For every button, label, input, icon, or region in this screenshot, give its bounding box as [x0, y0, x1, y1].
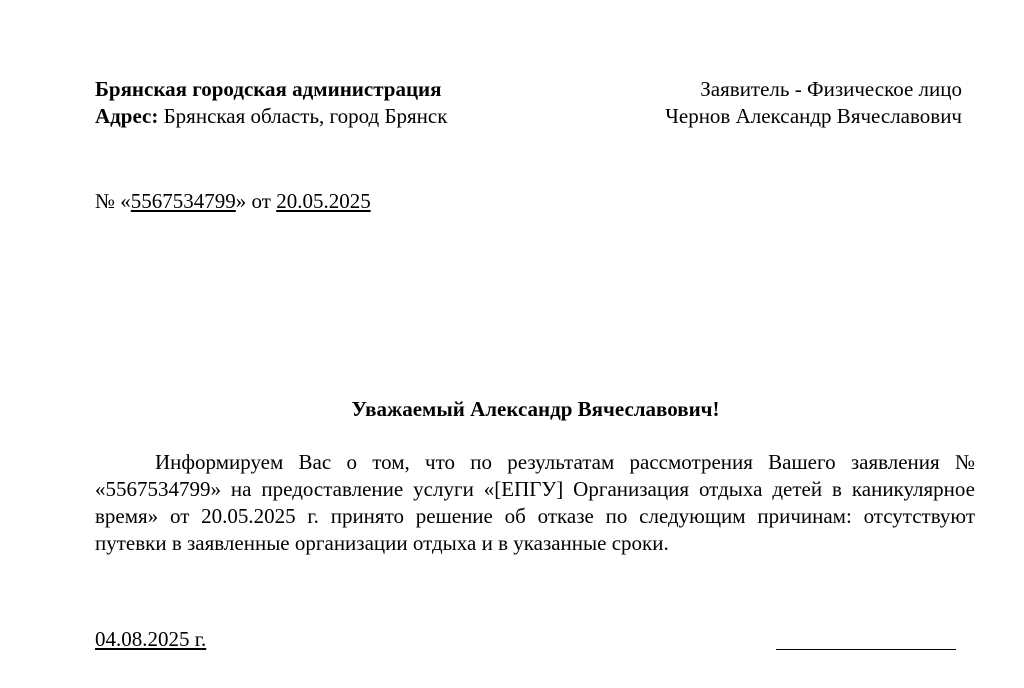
- registration-suffix: » от: [235, 189, 271, 213]
- registration-line: [95, 188, 371, 215]
- recipient-type: Заявитель - Физическое лицо: [700, 77, 962, 101]
- sender-organization: Брянская городская администрация: [95, 77, 442, 101]
- recipient-block: [665, 76, 962, 130]
- registration-number: 5567534799: [130, 189, 236, 213]
- address-value: Брянская область, город Брянск: [163, 104, 448, 128]
- letter-date: 04.08.2025 г.: [95, 627, 207, 651]
- recipient-name: Чернов Александр Вячеславович: [665, 104, 962, 128]
- address-label: Адрес:: [95, 104, 159, 128]
- sender-address: [95, 103, 455, 130]
- sender-block: [95, 76, 455, 130]
- registration-date: 20.05.2025: [276, 189, 371, 213]
- registration-prefix: № «: [95, 189, 131, 213]
- letter-greeting: Уважаемый Александр Вячеславович!: [351, 397, 720, 421]
- letter-body: Информируем Вас о том, что по результатам рассмотрения Вашего заявления № «5567534799» на предоставление услуги «[ЕПГУ] Организация отдыха детей в каникулярное время» от 20.05.2025 г. принято решение об отказе по следующим причинам: отсутствуют путевки в заявленные организации отдыха и в указанные сроки.: [95, 450, 975, 555]
- signature-line: [776, 649, 956, 650]
